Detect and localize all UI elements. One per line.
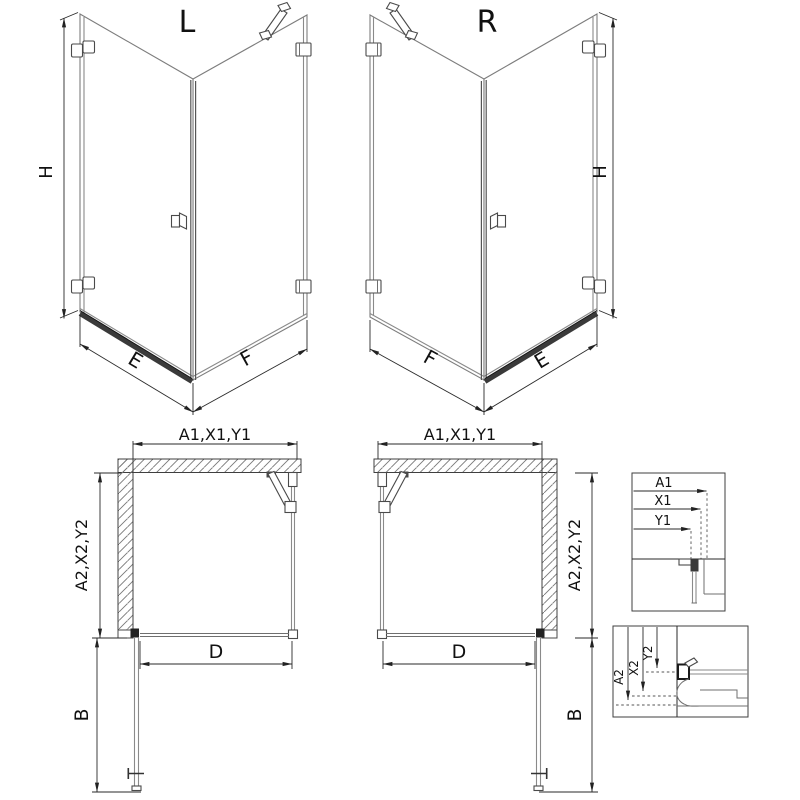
wall-side [542, 459, 557, 638]
plan-left-width-label: D [208, 641, 224, 663]
iso-view-right-mirrored [366, 3, 617, 416]
iso-left-title: L [178, 5, 196, 40]
iso-right-title: R [476, 5, 498, 40]
plan-left-door-label: B [71, 708, 93, 722]
iso-left-fixed-side-label: F [235, 344, 258, 372]
plan-view-right-mirrored [378, 441, 548, 791]
iso-left-height-label: H [36, 165, 57, 179]
plan-right-door-label: B [564, 708, 586, 722]
wall-top [118, 459, 301, 473]
door-handle [172, 213, 187, 229]
detail-label-y1: Y1 [654, 514, 672, 529]
detail-label-a1: A1 [655, 476, 673, 491]
iso-right-height-label: H [590, 165, 611, 179]
fixed-glass-panel [193, 15, 307, 380]
plan-left-side-label: A2,X2,Y2 [72, 518, 91, 592]
detail-label-x2: X2 [627, 660, 641, 676]
wall-profile [289, 473, 298, 487]
detail-box-depth [612, 626, 748, 717]
open-door [128, 637, 145, 791]
detail-frame [632, 473, 725, 611]
wall-top [374, 459, 557, 473]
wall-bracket-top [296, 43, 311, 56]
door-hinge-pivot [131, 629, 140, 638]
detail-label-a2: A2 [612, 669, 626, 685]
wall-side [118, 459, 133, 638]
door-end-cap [132, 786, 141, 791]
strut-pad [285, 502, 296, 513]
detail-label-x1: X1 [654, 494, 672, 509]
plan-right-width-label: D [451, 641, 467, 663]
profile-clamp [691, 559, 699, 572]
plan-left-top-label: A1,X1,Y1 [178, 425, 252, 444]
plan-view-geometry [128, 441, 298, 791]
panel-end-cap [289, 630, 298, 639]
plan-right-top-label: A1,X1,Y1 [423, 425, 497, 444]
detail-label-y2: Y2 [641, 645, 655, 661]
profile-clamp [678, 665, 689, 680]
wall-bracket-bottom [296, 280, 311, 293]
profile-bracket [679, 559, 692, 565]
detail-box-width [632, 473, 725, 611]
plan-right-side-label: A2,X2,Y2 [565, 518, 584, 592]
plan-right-walls [374, 459, 557, 638]
plan-left-walls [118, 459, 301, 638]
iso-view-geometry [60, 3, 311, 416]
iso-left-door-side-label: E [124, 346, 148, 374]
iso-right-door-side-label: E [529, 346, 553, 374]
dimension-height [60, 13, 78, 319]
iso-right-fixed-side-label: F [419, 344, 442, 372]
